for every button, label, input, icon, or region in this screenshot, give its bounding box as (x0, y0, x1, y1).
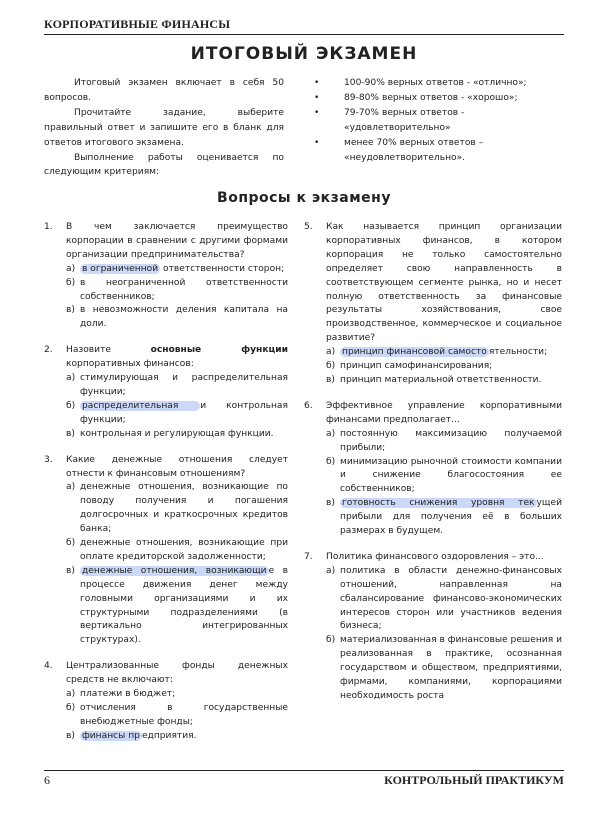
running-footer-title: КОНТРОЛЬНЫЙ ПРАКТИКУМ (384, 773, 564, 787)
answer-option-highlighted (66, 263, 288, 277)
answer-option (66, 428, 288, 442)
option-letter: а) (326, 565, 336, 576)
answer-option-highlighted (326, 497, 562, 539)
option-letter: а) (326, 428, 336, 439)
highlight-mark: в ограниченной (82, 263, 159, 274)
option-text: принцип материальной ответственности. (340, 374, 542, 385)
section-title: Вопросы к экзамену (217, 190, 391, 206)
answer-option (66, 277, 288, 305)
criteria-item: • 100-90% верных ответов - «отлично»; (328, 76, 564, 91)
option-text: денежные отношения, возникающие при оплате кредиторской задолженности; (80, 538, 288, 562)
question-text: Эффективное управление корпоративными финансами предполагает... (326, 400, 562, 425)
criteria-item: • 89-80% верных ответов - «хорошо»; (328, 91, 564, 106)
question-text: Политика финансового оздоровления – это... (326, 551, 544, 562)
option-letter: б) (66, 277, 76, 288)
option-letter: б) (326, 361, 336, 372)
answer-option (66, 537, 288, 565)
intro-paragraph: Прочитайте задание, выберите правильный ответ и запишите его в бланк для ответов итогового экзамена. (44, 107, 284, 148)
criteria-item: • 79-70% верных ответов - «удовлетворительно» (328, 106, 564, 136)
option-letter: а) (326, 347, 336, 358)
answer-options (44, 481, 288, 648)
option-text: минимизацию рыночной стоимости компании и снижение благосостояния ее собственников; (340, 456, 562, 495)
running-footer (44, 770, 564, 791)
question-text: Назовите основные функции корпоративных финансов: (66, 345, 288, 370)
emphasis: основные функции (150, 345, 288, 356)
option-text: в неограниченной ответственности собственников; (80, 277, 288, 302)
answer-option (66, 372, 288, 400)
question-text: Как называется принцип организации корпоративных финансов, в котором корпорация не только самостоятельно определяет свою направленность в соответствующем сегменте рынка, но и несет полную ответственность за финансовые результаты хозяйствования, свое производственное, коммерческое и социальное развитие? (326, 222, 562, 344)
option-letter: б) (326, 635, 336, 646)
answer-option-highlighted (66, 400, 288, 428)
option-text: финансы пр едприятия. (82, 730, 197, 741)
option-letter: б) (66, 400, 76, 411)
intro-paragraph: Итоговый экзамен включает в себя 50 вопросов. (44, 78, 284, 103)
option-letter: в) (66, 305, 75, 316)
running-header-title: КОРПОРАТИВНЫЕ ФИНАНСЫ (44, 17, 231, 31)
answer-option (326, 374, 562, 388)
questions-column-left (44, 221, 288, 756)
option-text: отчисления в государственные внебюджетные фонды; (80, 703, 288, 727)
option-text: платежи в бюджет; (80, 689, 176, 700)
answer-option (326, 360, 562, 374)
option-text: готовность снижения уровня тек ущей прибыли для получения её в больших размерах в будущем. (340, 498, 562, 537)
option-text: распределительная и контрольная функции; (80, 400, 288, 425)
option-text: материализованная в финансовые решения и реализованная в практике, осознанная государством и обществом, предприятиями, фирмами, компаниями, корпорациями необходимость роста (340, 635, 562, 701)
question (304, 400, 562, 539)
answer-option (66, 481, 288, 537)
running-header (44, 16, 564, 35)
answer-option (326, 428, 562, 456)
answer-option-highlighted (66, 730, 288, 744)
question (44, 344, 288, 441)
answer-options (44, 372, 288, 442)
answer-options (44, 688, 288, 744)
option-text: в ограниченной ответственности сторон; (82, 263, 285, 274)
highlight-mark: денежные отношения, возникающи (82, 565, 267, 576)
option-letter: в) (66, 428, 75, 439)
option-text: политика в области денежно-финансовых отношений, направленная на сбалансирование финансово-экономических интересов сторон или участников ведения бизнеса; (340, 565, 562, 632)
intro-paragraph: Выполнение работы оценивается по следующим критериям: (44, 152, 284, 178)
question-number: 4. (44, 661, 53, 672)
question (44, 660, 288, 743)
highlight-mark: принцип финансовой самосто (342, 347, 487, 358)
grading-criteria-list (328, 76, 564, 165)
option-letter: а) (66, 689, 76, 700)
option-letter: б) (66, 538, 76, 549)
answer-option (66, 702, 288, 730)
question-number: 7. (304, 551, 313, 562)
answer-option (66, 304, 288, 332)
answer-option-highlighted (66, 565, 288, 648)
option-letter: а) (66, 373, 76, 384)
option-letter: в) (66, 565, 75, 576)
highlight-mark: готовность снижения уровня тек (342, 498, 535, 509)
answer-option (326, 456, 562, 498)
answer-options (44, 263, 288, 333)
option-text: стимулирующая и распределительная функции; (80, 373, 288, 397)
question-number: 6. (304, 400, 313, 411)
question (44, 454, 288, 649)
option-letter: б) (326, 456, 336, 467)
option-text: принцип самофинансирования; (340, 361, 493, 372)
option-text: контрольная и регулирующая функции. (80, 428, 274, 439)
answer-option (326, 634, 562, 704)
option-letter: в) (326, 498, 335, 509)
option-text: принцип финансовой самосто ятельности; (342, 347, 548, 358)
option-letter: в) (326, 374, 335, 385)
answer-options (304, 565, 562, 704)
highlight-mark: распределительная (82, 400, 199, 411)
question-number: 2. (44, 345, 53, 356)
option-text: в невозможности деления капитала на доли. (80, 305, 288, 330)
question-number: 3. (44, 454, 53, 465)
option-letter: б) (66, 703, 76, 713)
question-number: 1. (44, 222, 53, 232)
highlight-mark: финансы пр (82, 730, 140, 741)
option-letter: а) (66, 482, 76, 493)
question (44, 221, 288, 332)
answer-option-highlighted (326, 346, 562, 360)
option-text: постоянную максимизацию получаемой прибыли; (340, 428, 562, 453)
question (304, 551, 562, 704)
option-letter: а) (66, 263, 76, 274)
answer-option (66, 688, 288, 702)
questions-column-right (304, 221, 562, 716)
answer-option (326, 565, 562, 635)
question-text: Какие денежные отношения следует отнести к финансовым отношениям? (66, 454, 288, 479)
question (304, 221, 562, 388)
question-number: 5. (304, 222, 313, 232)
option-text: денежные отношения, возникающи е в процессе движения денег между головными организациями и их структурными подразделениями (в вертикально интегрированных структурах). (80, 565, 288, 646)
page-number: 6 (44, 773, 50, 787)
question-text: В чем заключается преимущество корпорации в сравнении с другими формами организации предпринимательства? (66, 222, 288, 260)
option-text: денежные отношения, возникающие по поводу получения и погашения долгосрочных и краткосрочных кредитов банка; (80, 482, 288, 535)
answer-options (304, 346, 562, 388)
question-text: Централизованные фонды денежных средств не включают: (66, 661, 288, 686)
option-letter: в) (66, 730, 75, 741)
intro-text (44, 76, 284, 180)
page-title: ИТОГОВЫЙ ЭКЗАМЕН (190, 44, 418, 64)
answer-options (304, 428, 562, 539)
criteria-item: • менее 70% верных ответов – «неудовлетворительно». (328, 136, 564, 166)
